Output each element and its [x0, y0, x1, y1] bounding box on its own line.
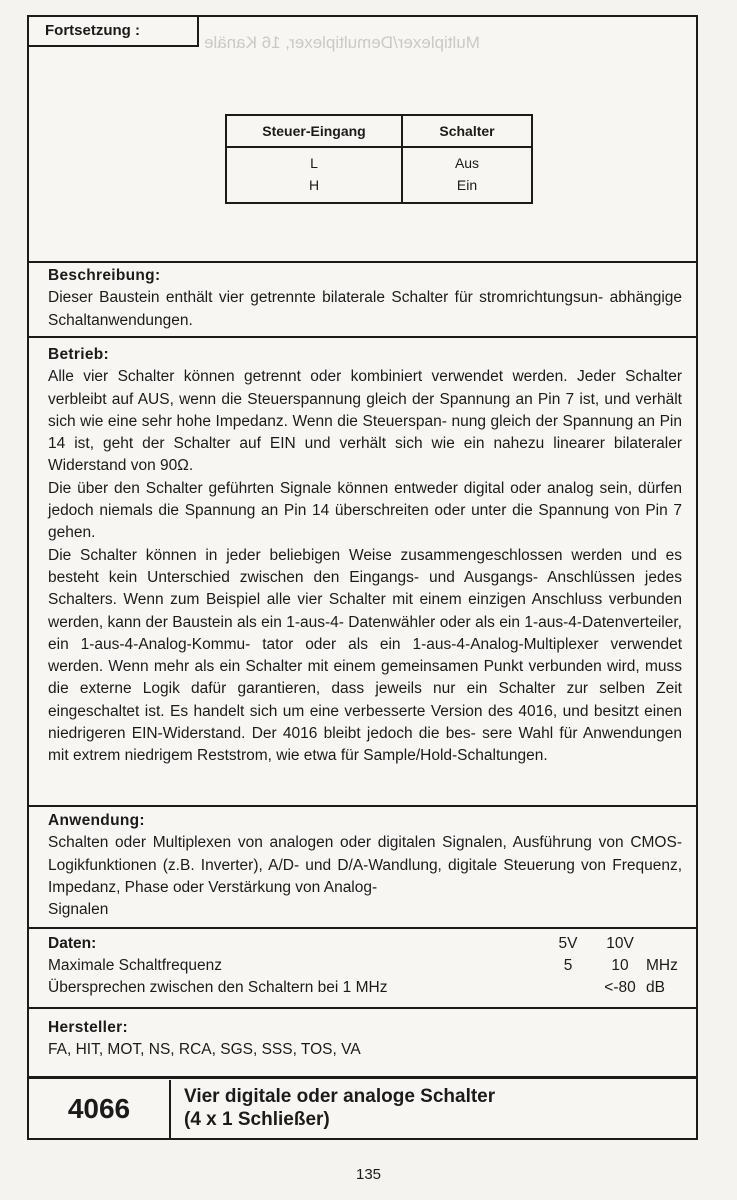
part-title: [184, 1085, 495, 1131]
page-number: 135: [355, 1166, 382, 1183]
text-line: tator oder als ein 1-aus-4-Analog-Multiplexer verwendet werden. Wenn mehr: [48, 635, 682, 676]
data-column-header: 5V: [558, 935, 578, 952]
text-line: sein, dürfen jedoch niemals die Spannung an Pin 14 überschreiten oder unter: [48, 479, 683, 520]
truth-table-value: H: [308, 177, 320, 193]
data-row: [48, 977, 682, 999]
section-daten: [48, 933, 682, 999]
text-line: Schalten oder Multiplexen von analogen oder digitalen Signalen, Ausführung: [48, 834, 592, 852]
section-anwendung: [48, 810, 682, 921]
text-line: sere Wahl für Anwendungen mit extrem niedrigem Reststrom, wie etwa für: [48, 725, 683, 765]
bleed-through-text: Multiplexer/Demultiplexer, 16 Kanäle: [204, 33, 480, 52]
section-heading: Hersteller:: [48, 1019, 128, 1036]
datasheet-frame: [27, 15, 698, 1140]
text-line: als ein Schalter mit einem gemeinsamen Punkt verbunden wird, muss die: [48, 658, 682, 698]
text-line: Pin 7 ist, und verhält sich wie eine sehr hohe Impedanz. Wenn die Steuerspan-: [48, 390, 682, 430]
text-line: von CMOS-Logikfunktionen (z.B. Inverter), A/D- und D/A-Wandlung, digitale: [48, 834, 682, 874]
text-line: Signalen: [48, 901, 109, 919]
text-line: externe Logik dafür garantieren, dass jeweils nur ein Schalter zur selben Zeit: [79, 680, 682, 698]
section-divider: [29, 1076, 696, 1079]
text-line: nung gleich der Spannung an Pin 14 ist, geht der Schalter auf EIN und verhält: [48, 412, 682, 453]
continuation-label: Fortsetzung :: [29, 17, 199, 47]
section-divider: [29, 336, 696, 338]
section-divider: [29, 261, 696, 263]
part-title-line: (4 x 1 Schließer): [184, 1109, 330, 1130]
text-line: abhängige Schaltanwendungen.: [48, 289, 683, 329]
truth-table-header: Steuer-Eingang: [226, 115, 402, 147]
truth-table-value: L: [310, 155, 318, 171]
section-beschreibung: [48, 265, 682, 332]
text-line: Datenwähler oder als ein 1-aus-4-Datenverteiler, ein 1-aus-4-Analog-Kommu-: [48, 613, 682, 653]
text-line: und es besteht kein Unterschied zwischen den Eingangs- und Ausgangs-: [48, 546, 682, 586]
section-heading: Beschreibung:: [48, 267, 161, 284]
text-line: Anschlüssen jedes Schalters. Wenn zum Beispiel alle vier Schalter mit einem: [48, 568, 682, 609]
text-line: Dieser Baustein enthält vier getrennte bilaterale Schalter für stromrichtungsun-: [48, 289, 604, 307]
truth-table-cell: [226, 147, 402, 203]
part-title-line: Vier digitale oder analoge Schalter: [184, 1086, 496, 1107]
truth-table-cell: [402, 147, 532, 203]
truth-table-value: Ein: [456, 177, 478, 193]
text-line: Steuerung von Frequenz, Impedanz, Phase oder Verstärkung von Analog-: [48, 856, 683, 896]
section-body: [48, 366, 682, 767]
text-line: Schalter verbleibt auf AUS, wenn die Steuerspannung gleich der Spannung an: [48, 368, 683, 408]
text-line: Die über den Schalter geführten Signale können entweder digital oder analog: [48, 479, 594, 497]
truth-table-row: [226, 147, 532, 203]
truth-table-value: Aus: [454, 155, 480, 171]
data-label: Maximale Schaltfrequenz: [48, 957, 223, 974]
text-line: eingeschaltet ist. Es handelt sich um eine verbesserte Version des 4016,: [48, 702, 558, 720]
data-value: 10: [611, 957, 629, 974]
data-unit: MHz: [646, 957, 678, 974]
truth-table-header-row: [226, 115, 532, 147]
truth-table: [225, 114, 533, 204]
section-betrieb: [48, 344, 682, 768]
text-line: einzigen Anschluss verbunden werden, kann der Baustein als ein 1-aus-4-: [48, 591, 682, 631]
data-label: Übersprechen zwischen den Schaltern bei 1 MHz: [48, 979, 388, 996]
text-line: und besitzt einen niedrigeren EIN-Widerstand. Der 4016 bleibt jedoch die bes-: [48, 702, 683, 743]
section-body: [48, 287, 682, 332]
text-line: sich wie ein nahezu linearer bilateraler Widerstand von 90Ω.: [48, 435, 682, 475]
text-line: die Spannung von Pin 7 gehen.: [48, 502, 683, 542]
data-unit: dB: [646, 979, 665, 996]
section-heading: Betrieb:: [48, 346, 109, 363]
data-value: <-80: [604, 979, 636, 996]
section-divider: [29, 1007, 696, 1009]
section-heading: Anwendung:: [48, 812, 145, 829]
data-column-header: 10V: [606, 935, 634, 952]
section-divider: [29, 927, 696, 929]
data-header-row: [48, 933, 682, 955]
section-heading: Daten:: [48, 935, 97, 952]
manufacturer-list: FA, HIT, MOT, NS, RCA, SGS, SSS, TOS, VA: [48, 1041, 361, 1059]
section-divider: [29, 805, 696, 807]
text-line: Sample/Hold-Schaltungen.: [363, 747, 548, 765]
text-line: Alle vier Schalter können getrennt oder kombiniert verwendet werden. Jeder: [48, 368, 616, 386]
text-line: Die Schalter können in jeder beliebigen Weise zusammengeschlossen werden: [48, 546, 623, 564]
section-body: [48, 832, 682, 921]
data-value: 5: [563, 957, 573, 974]
data-row: [48, 955, 682, 977]
part-number: 4066: [29, 1080, 171, 1138]
truth-table-header: Schalter: [402, 115, 532, 147]
section-hersteller: [48, 1017, 682, 1062]
